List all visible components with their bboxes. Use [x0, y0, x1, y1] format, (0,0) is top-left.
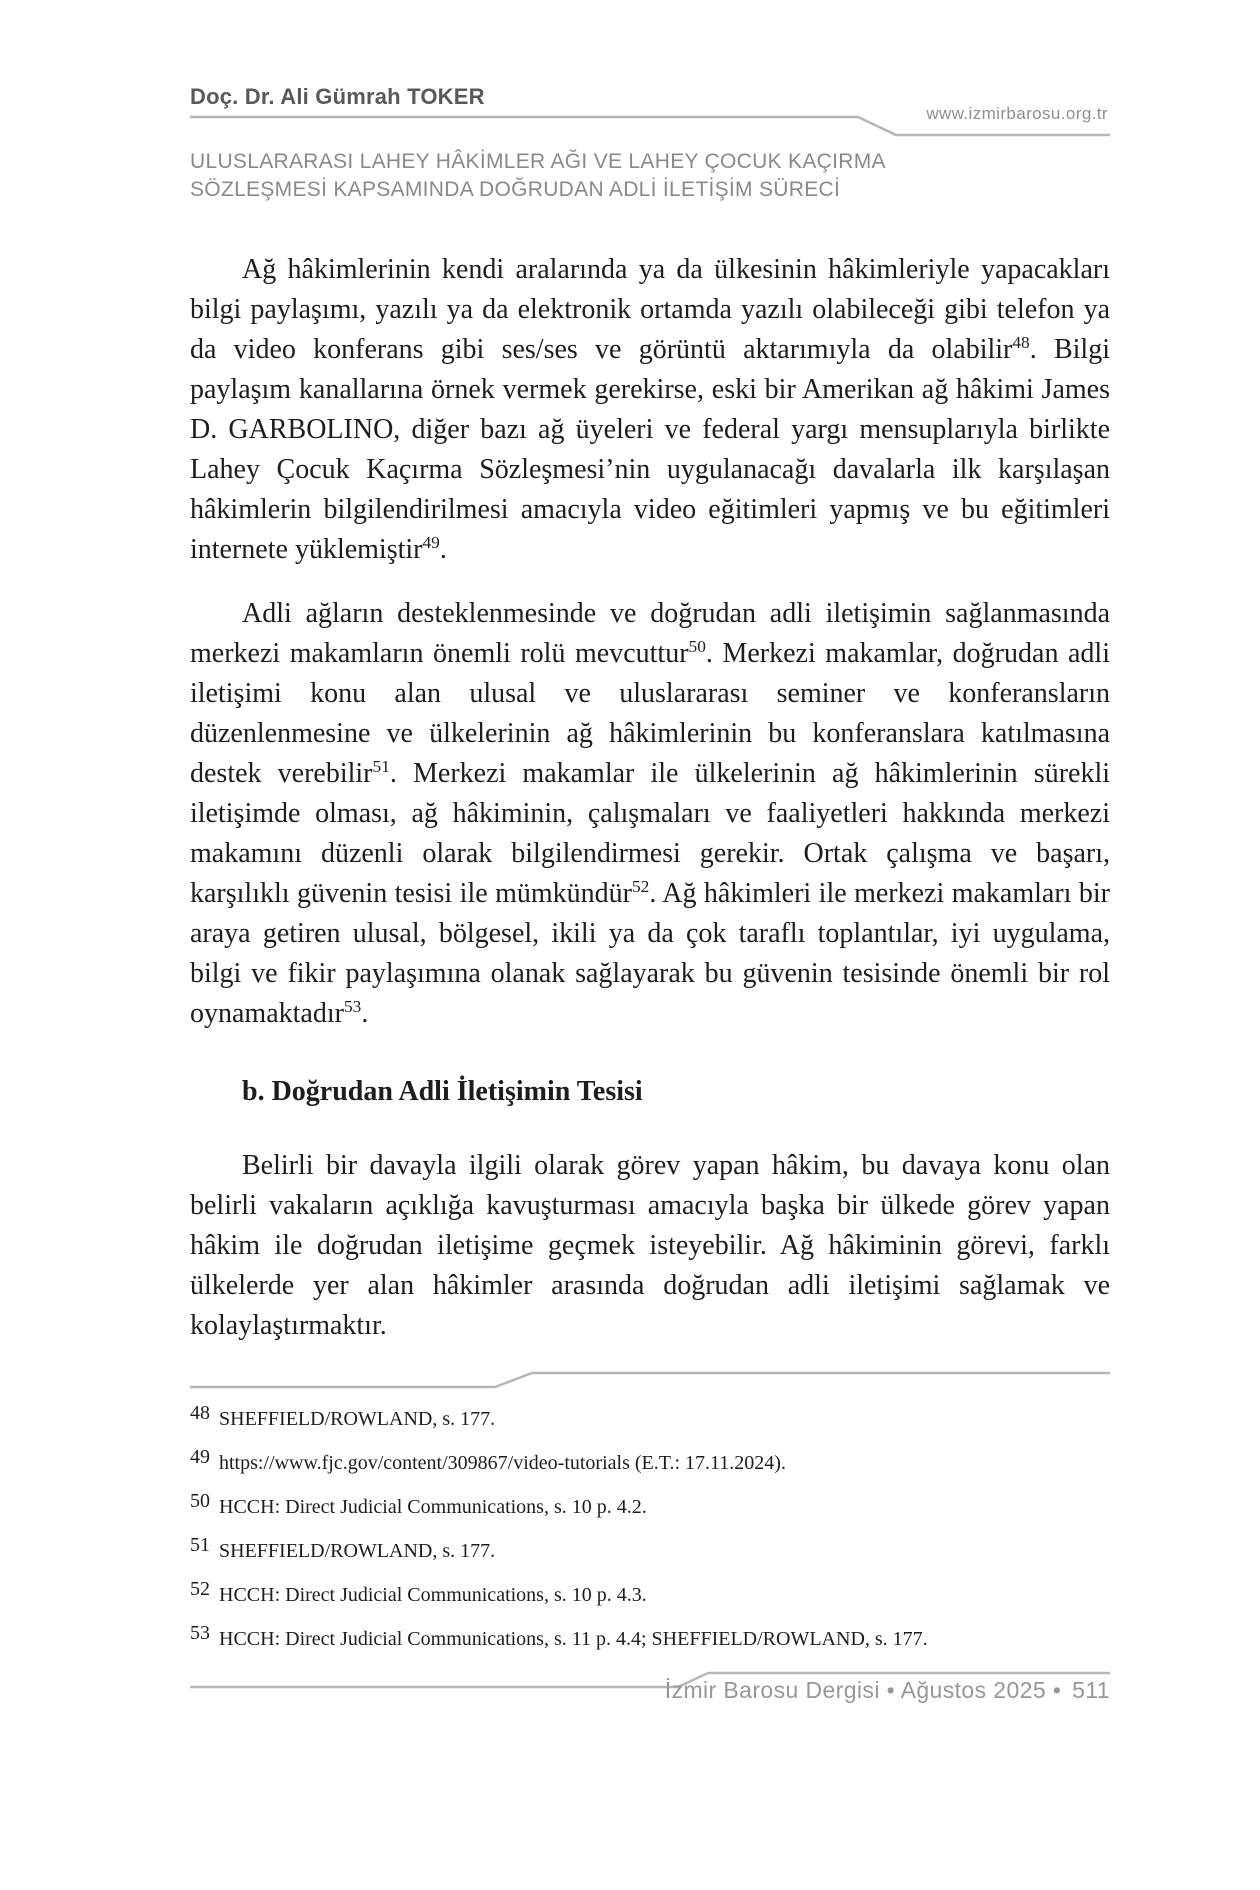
footnote-number: 51 — [190, 1534, 210, 1556]
paragraph: Ağ hâkimlerinin kendi aralarında ya da ülkesinin hâkimleriyle yapacakları bilgi paylaşımı, yazılı ya da elektronik ortamda yazılı olabileceği gibi telefon ya da video konferans gibi ses/ses ve görüntü aktarımıyla da olabilir$^{48}$. Bilgi paylaşım kanallarına örnek vermek gerekirse, eski bir Amerikan ağ hâkimi James D. GARBOLINO, diğer bazı ağ üyeleri ve federal yargı mensuplarıyla birlikte Lahey Çocuk Kaçırma Sözleşmesi’nin uygulanacağı davalarla ilk karşılaşan hâkimlerin bilgilendirilmesi amacıyla video eğitimleri yapmış ve bu eğitimleri internete yüklemiştir$^{49}$. — [190, 254, 1110, 565]
footnote-text: SHEFFIELD/ROWLAND, s. 177. — [219, 1408, 496, 1430]
article-title-line-2: SÖZLEŞMESİ KAPSAMINDA DOĞRUDAN ADLİ İLETİŞİM SÜRECİ — [190, 178, 841, 201]
footnote-number: 48 — [190, 1402, 210, 1424]
footnote-reference: 53 — [343, 997, 362, 1017]
footnote — [190, 1402, 1110, 1432]
footnote-text: SHEFFIELD/ROWLAND, s. 177. — [219, 1540, 496, 1562]
footnote-reference: 50 — [688, 637, 706, 657]
paragraph: Belirli bir davayla ilgili olarak görev yapan hâkim, bu davaya konu olan belirli vakaların açıklığa kavuşturması amacıyla başka bir ülkede görev yapan hâkim ile doğrudan iletişime geçmek isteyebilir. Ağ hâkiminin görevi, farklı ülkelerde yer alan hâkimler arasında doğrudan adli iletişimi sağlamak ve kolaylaştırmaktır. — [190, 1150, 1110, 1341]
journal-issue-label: İzmir Barosu Dergisi • Ağustos 2025 — [664, 1677, 1047, 1703]
paragraph: Adli ağların desteklenmesinde ve doğrudan adli iletişimin sağlanmasında merkezi makamların önemli rolü mevcuttur$^{50}$. Merkezi makamlar, doğrudan adli iletişimi konu alan ulusal ve uluslararası seminer ve konferansların düzenlenmesine ve ülkelerinin ağ hâkimlerinin bu konferanslara katılmasına destek verebilir$^{51}$. Merkezi makamlar ile ülkelerinin ağ hâkimlerinin sürekli iletişimde olması, ağ hâkiminin, çalışmaları ve faaliyetleri hakkında merkezi makamını düzenli olarak bilgilendirmesi gerekir. Ortak çalışma ve başarı, karşılıklı güvenin tesisi ile mümkündür$^{52}$. Ağ hâkimleri ile merkezi makamları bir araya getiren ulusal, bölgesel, ikili ya da çok taraflı toplantılar, iyi uygulama, bilgi ve fikir paylaşımına olanak sağlayarak bu güvenin tesisinde önemli bir rol oynamaktadır$^{53}$. — [190, 598, 1110, 1029]
page-header — [190, 0, 1110, 204]
website-url: www.izmirbarosu.org.tr — [926, 104, 1108, 123]
footnote — [190, 1578, 1110, 1608]
page-footer — [190, 1670, 1110, 1710]
footnote — [190, 1622, 1110, 1652]
page-number: 511 — [1072, 1677, 1110, 1703]
footnote — [190, 1490, 1110, 1520]
article-body — [190, 250, 1110, 1346]
footnote-text: https://www.fjc.gov/content/309867/video-tutorials (E.T.: 17.11.2024). — [219, 1452, 786, 1474]
footnote — [190, 1446, 1110, 1476]
footer-text — [665, 1677, 1110, 1704]
footnote-number: 52 — [190, 1578, 210, 1600]
article-title-line-1: ULUSLARARASI LAHEY HÂKİMLER AĞI VE LAHEY ÇOCUK KAÇIRMA — [190, 150, 886, 173]
footnote-reference: 49 — [422, 533, 440, 553]
footnote-reference: 48 — [1012, 333, 1030, 353]
author-name: Doç. Dr. Ali Gümrah TOKER — [190, 84, 485, 109]
article-title — [190, 148, 1110, 204]
section-heading: b. Doğrudan Adli İletişimin Tesisi — [242, 1076, 643, 1107]
footnote-number: 53 — [190, 1622, 210, 1644]
footnote-number: 49 — [190, 1446, 210, 1468]
footnotes — [190, 1402, 1110, 1652]
footnote-reference: 52 — [631, 877, 650, 897]
footnote-text: HCCH: Direct Judicial Communications, s. 10 p. 4.3. — [219, 1584, 647, 1606]
footnote-separator-line — [190, 1370, 1110, 1390]
footnote-text: HCCH: Direct Judicial Communications, s. 10 p. 4.2. — [219, 1496, 647, 1518]
footnote-text: HCCH: Direct Judicial Communications, s. 11 p. 4.4; SHEFFIELD/ROWLAND, s. 177. — [219, 1628, 928, 1650]
footnote-number: 50 — [190, 1490, 210, 1512]
footnote-reference: 51 — [372, 757, 390, 777]
footnote-separator — [190, 1370, 1110, 1390]
footer-bullet: • — [1052, 1677, 1062, 1703]
header-rule — [190, 104, 1110, 140]
footnote — [190, 1534, 1110, 1564]
